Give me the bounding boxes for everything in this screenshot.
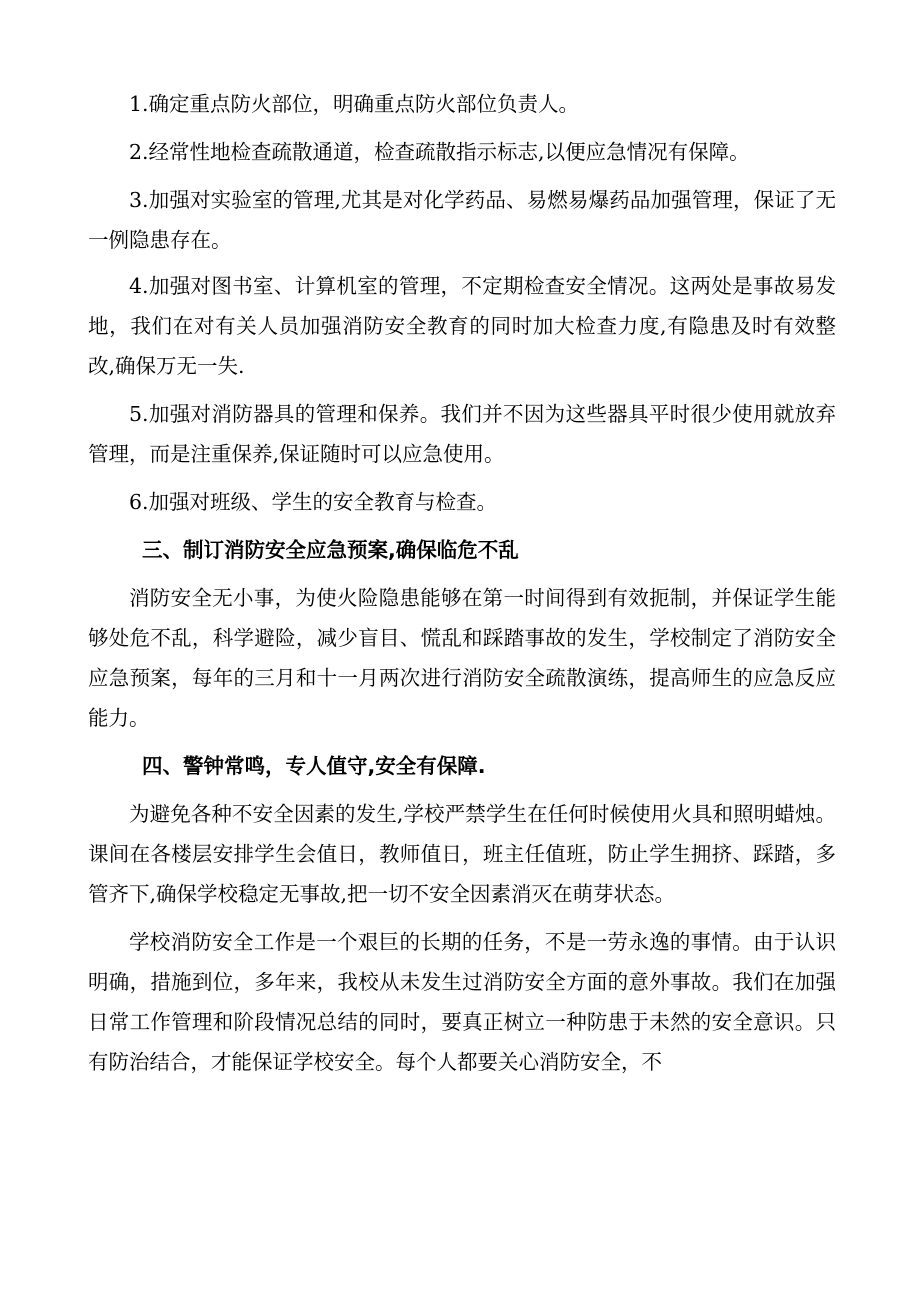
section-4-paragraph-2: 学校消防安全工作是一个艰巨的长期的任务，不是一劳永逸的事情。由于认识明确，措施到位，多年来，我校从未发生过消防安全方面的意外事故。我们在加强日常工作管理和阶段情况总结的同时，要真正树立一种防患于未然的安全意识。只有防治结合，才能保证学校安全。每个人都要关心消防安全，不: [88, 930, 836, 1074]
list-item-4: 4.加强对图书室、计算机室的管理，不定期检查安全情况。这两处是事故易发地，我们在对有关人员加强消防安全教育的同时加大检查力度,有隐患及时有效整改,确保万无一失.: [88, 274, 836, 378]
section-heading-4: 四、警钟常鸣，专人值守,安全有保障.: [142, 754, 486, 778]
section-4-paragraph-1: 为避免各种不安全因素的发生,学校严禁学生在任何时候使用火具和照明蜡烛。课间在各楼层安排学生会值日，教师值日，班主任值班，防止学生拥挤、踩踏，多管齐下,确保学校稳定无事故,把一切不安全因素消灭在萌芽状态。: [88, 802, 836, 906]
list-item-5: 5.加强对消防器具的管理和保养。我们并不因为这些器具平时很少使用就放弃管理，而是注重保养,保证随时可以应急使用。: [88, 402, 836, 466]
section-3-paragraph: 消防安全无小事，为使火险隐患能够在第一时间得到有效扼制，并保证学生能够处危不乱，科学避险，减少盲目、慌乱和踩踏事故的发生，学校制定了消防安全应急预案，每年的三月和十一月两次进行消防安全疏散演练，提高师生的应急反应能力。: [88, 586, 836, 730]
document-body: [88, 84, 836, 1090]
section-heading-3: 三、制订消防安全应急预案,确保临危不乱: [142, 538, 519, 562]
list-item-2: 2.经常性地检查疏散通道，检查疏散指示标志,以便应急情况有保障。: [129, 140, 750, 164]
list-item-6: 6.加强对班级、学生的安全教育与检查。: [129, 490, 498, 514]
list-item-3: 3.加强对实验室的管理,尤其是对化学药品、易燃易爆药品加强管理，保证了无一例隐患存在。: [88, 188, 836, 252]
list-item-1: 1.确定重点防火部位，明确重点防火部位负责人。: [129, 92, 580, 116]
